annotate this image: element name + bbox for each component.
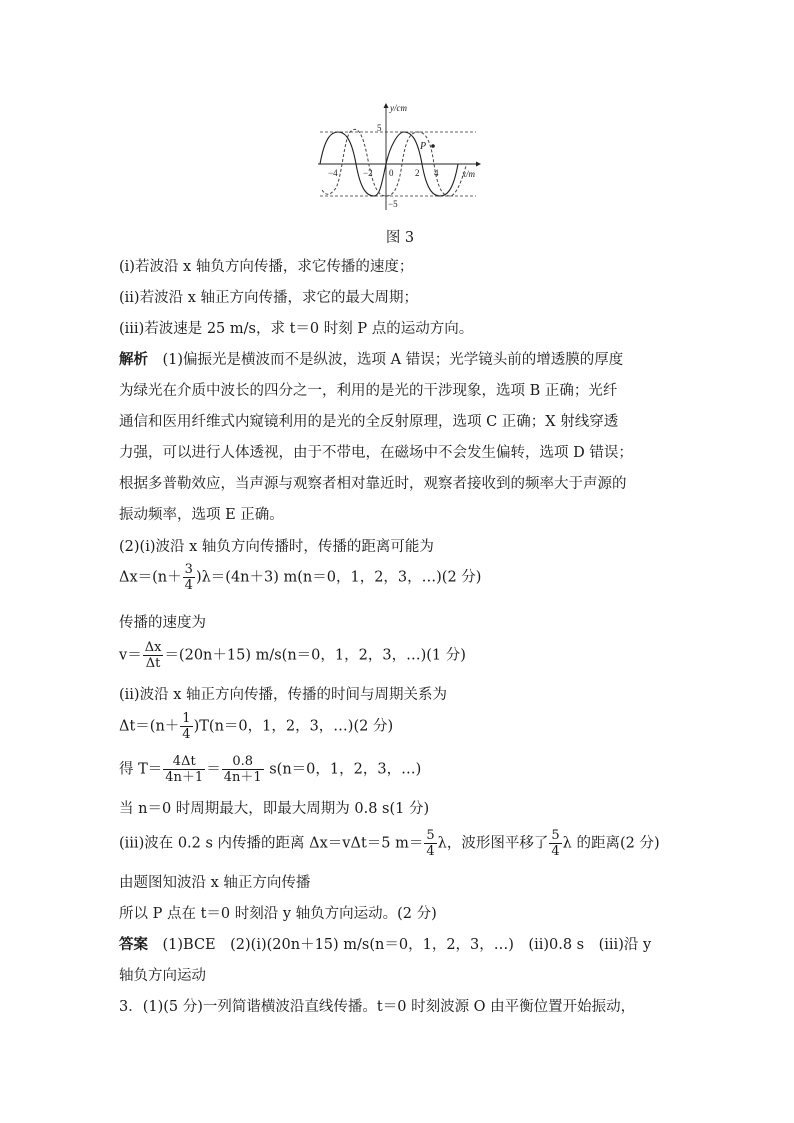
y-tick-top: 5 bbox=[377, 123, 382, 133]
equation-2: v＝ $\frac{\Delta x}{\Delta t}$ ＝(20n＋15) m/s(n＝0，1，2，3，…)(1 分) bbox=[119, 640, 466, 671]
x-tick: −4 bbox=[328, 168, 338, 178]
point-p-marker bbox=[431, 144, 435, 148]
fraction: $\frac{4\Delta t}{4n+1}$ bbox=[165, 754, 204, 785]
figure-caption: 图 3 bbox=[385, 230, 415, 246]
question-ii: (ⅱ)若波沿 x 轴正方向传播，求它的最大周期； bbox=[119, 290, 418, 306]
part2-ii-line: (ⅱ)波沿 x 轴正方向传播，传播的时间与周期关系为 bbox=[119, 687, 447, 703]
analysis-line-4: 力强，可以进行人体透视，由于不带电，在磁场中不会发生偏转，选项 D 错误； bbox=[119, 445, 633, 461]
x-tick: 2 bbox=[415, 168, 420, 178]
x-tick: −2 bbox=[363, 168, 373, 178]
question-3-line: 3．(1)(5 分)一列简谐横波沿直线传播。t＝0 时刻波源 O 由平衡位置开始振动， bbox=[119, 999, 636, 1015]
fraction: $\frac{1}{4}$ bbox=[182, 711, 191, 742]
fraction: $\frac{0.8}{4n+1}$ bbox=[223, 754, 262, 785]
analysis-line-3: 通信和医用纤维式内窥镜利用的是光的全反射原理，选项 C 正确；X 射线穿透 bbox=[119, 414, 619, 430]
part2-line: (2)(ⅰ)波沿 x 轴负方向传播时，传播的距离可能为 bbox=[119, 539, 434, 555]
analysis-line-1 bbox=[119, 349, 623, 371]
speed-label: 传播的速度为 bbox=[119, 615, 206, 631]
x-tick: 0 bbox=[389, 168, 394, 178]
question-iii: (ⅲ)若波速是 25 m/s，求 t＝0 时刻 P 点的运动方向。 bbox=[119, 321, 474, 337]
answer-line-2: 轴负方向运动 bbox=[119, 968, 206, 984]
fraction: $\frac{5}{4}$ bbox=[426, 828, 435, 859]
conclusion-line: 所以 P 点在 t＝0 时刻沿 y 轴负方向运动。(2 分) bbox=[119, 906, 437, 922]
equation-5: (ⅲ)波在 0.2 s 内传播的距离 Δx＝vΔt＝5 m＝ $\frac{5}{4}$ λ，波形图平移了 $\frac{5}{4}$ λ 的距离(2 分) bbox=[119, 828, 660, 859]
analysis-label: 解析 bbox=[119, 351, 148, 368]
fraction: $\frac{\Delta x}{\Delta t}$ bbox=[144, 640, 162, 671]
max-period-line: 当 n＝0 时周期最大，即最大周期为 0.8 s(1 分) bbox=[119, 801, 430, 817]
answer-text: (1)BCE (2)(ⅰ)(20n＋15) m/s(n＝0，1，2，3，…) (ⅱ)0.8 s (ⅲ)沿 y bbox=[162, 937, 652, 953]
analysis-text: (1)偏振光是横波而不是纵波，选项 A 错误；光学镜头前的增透膜的厚度 bbox=[162, 352, 624, 368]
answer-line bbox=[119, 934, 651, 956]
question-i: (ⅰ)若波沿 x 轴负方向传播，求它传播的速度； bbox=[119, 259, 414, 275]
y-tick-bottom: −5 bbox=[388, 199, 398, 209]
equation-3: Δt＝(n＋ $\frac{1}{4}$ )T(n＝0，1，2，3，…)(2 分) bbox=[119, 711, 394, 742]
x-axis-label: x/m bbox=[462, 169, 475, 179]
x-tick: 4 bbox=[434, 168, 439, 178]
equation-1: Δx＝(n＋ $\frac{3}{4}$ )λ＝(4n＋3) m(n＝0，1，2，3，…)(2 分) bbox=[119, 562, 482, 593]
wave-figure bbox=[316, 100, 482, 214]
direction-line: 由题图知波沿 x 轴正方向传播 bbox=[119, 875, 311, 891]
wave-dashed bbox=[322, 129, 466, 196]
point-p-label: P bbox=[420, 141, 427, 152]
fraction: $\frac{3}{4}$ bbox=[184, 562, 193, 593]
analysis-line-2: 为绿光在介质中波长的四分之一，利用的是光的干涉现象，选项 B 正确；光纤 bbox=[119, 383, 618, 399]
analysis-line-5: 根据多普勒效应，当声源与观察者相对靠近时，观察者接收到的频率大于声源的 bbox=[119, 476, 627, 492]
fraction: $\frac{5}{4}$ bbox=[551, 828, 560, 859]
x-axis-arrow bbox=[476, 162, 481, 167]
y-axis-label: y/cm bbox=[390, 103, 407, 113]
answer-label: 答案 bbox=[119, 936, 148, 953]
y-axis-arrow bbox=[384, 103, 389, 108]
analysis-line-6: 振动频率，选项 E 正确。 bbox=[119, 507, 284, 523]
equation-4: 得 T＝ $\frac{4\Delta t}{4n+1}$ ＝ $\frac{0.8}{4n+1}$ s(n＝0，1，2，3，…) bbox=[119, 754, 422, 785]
